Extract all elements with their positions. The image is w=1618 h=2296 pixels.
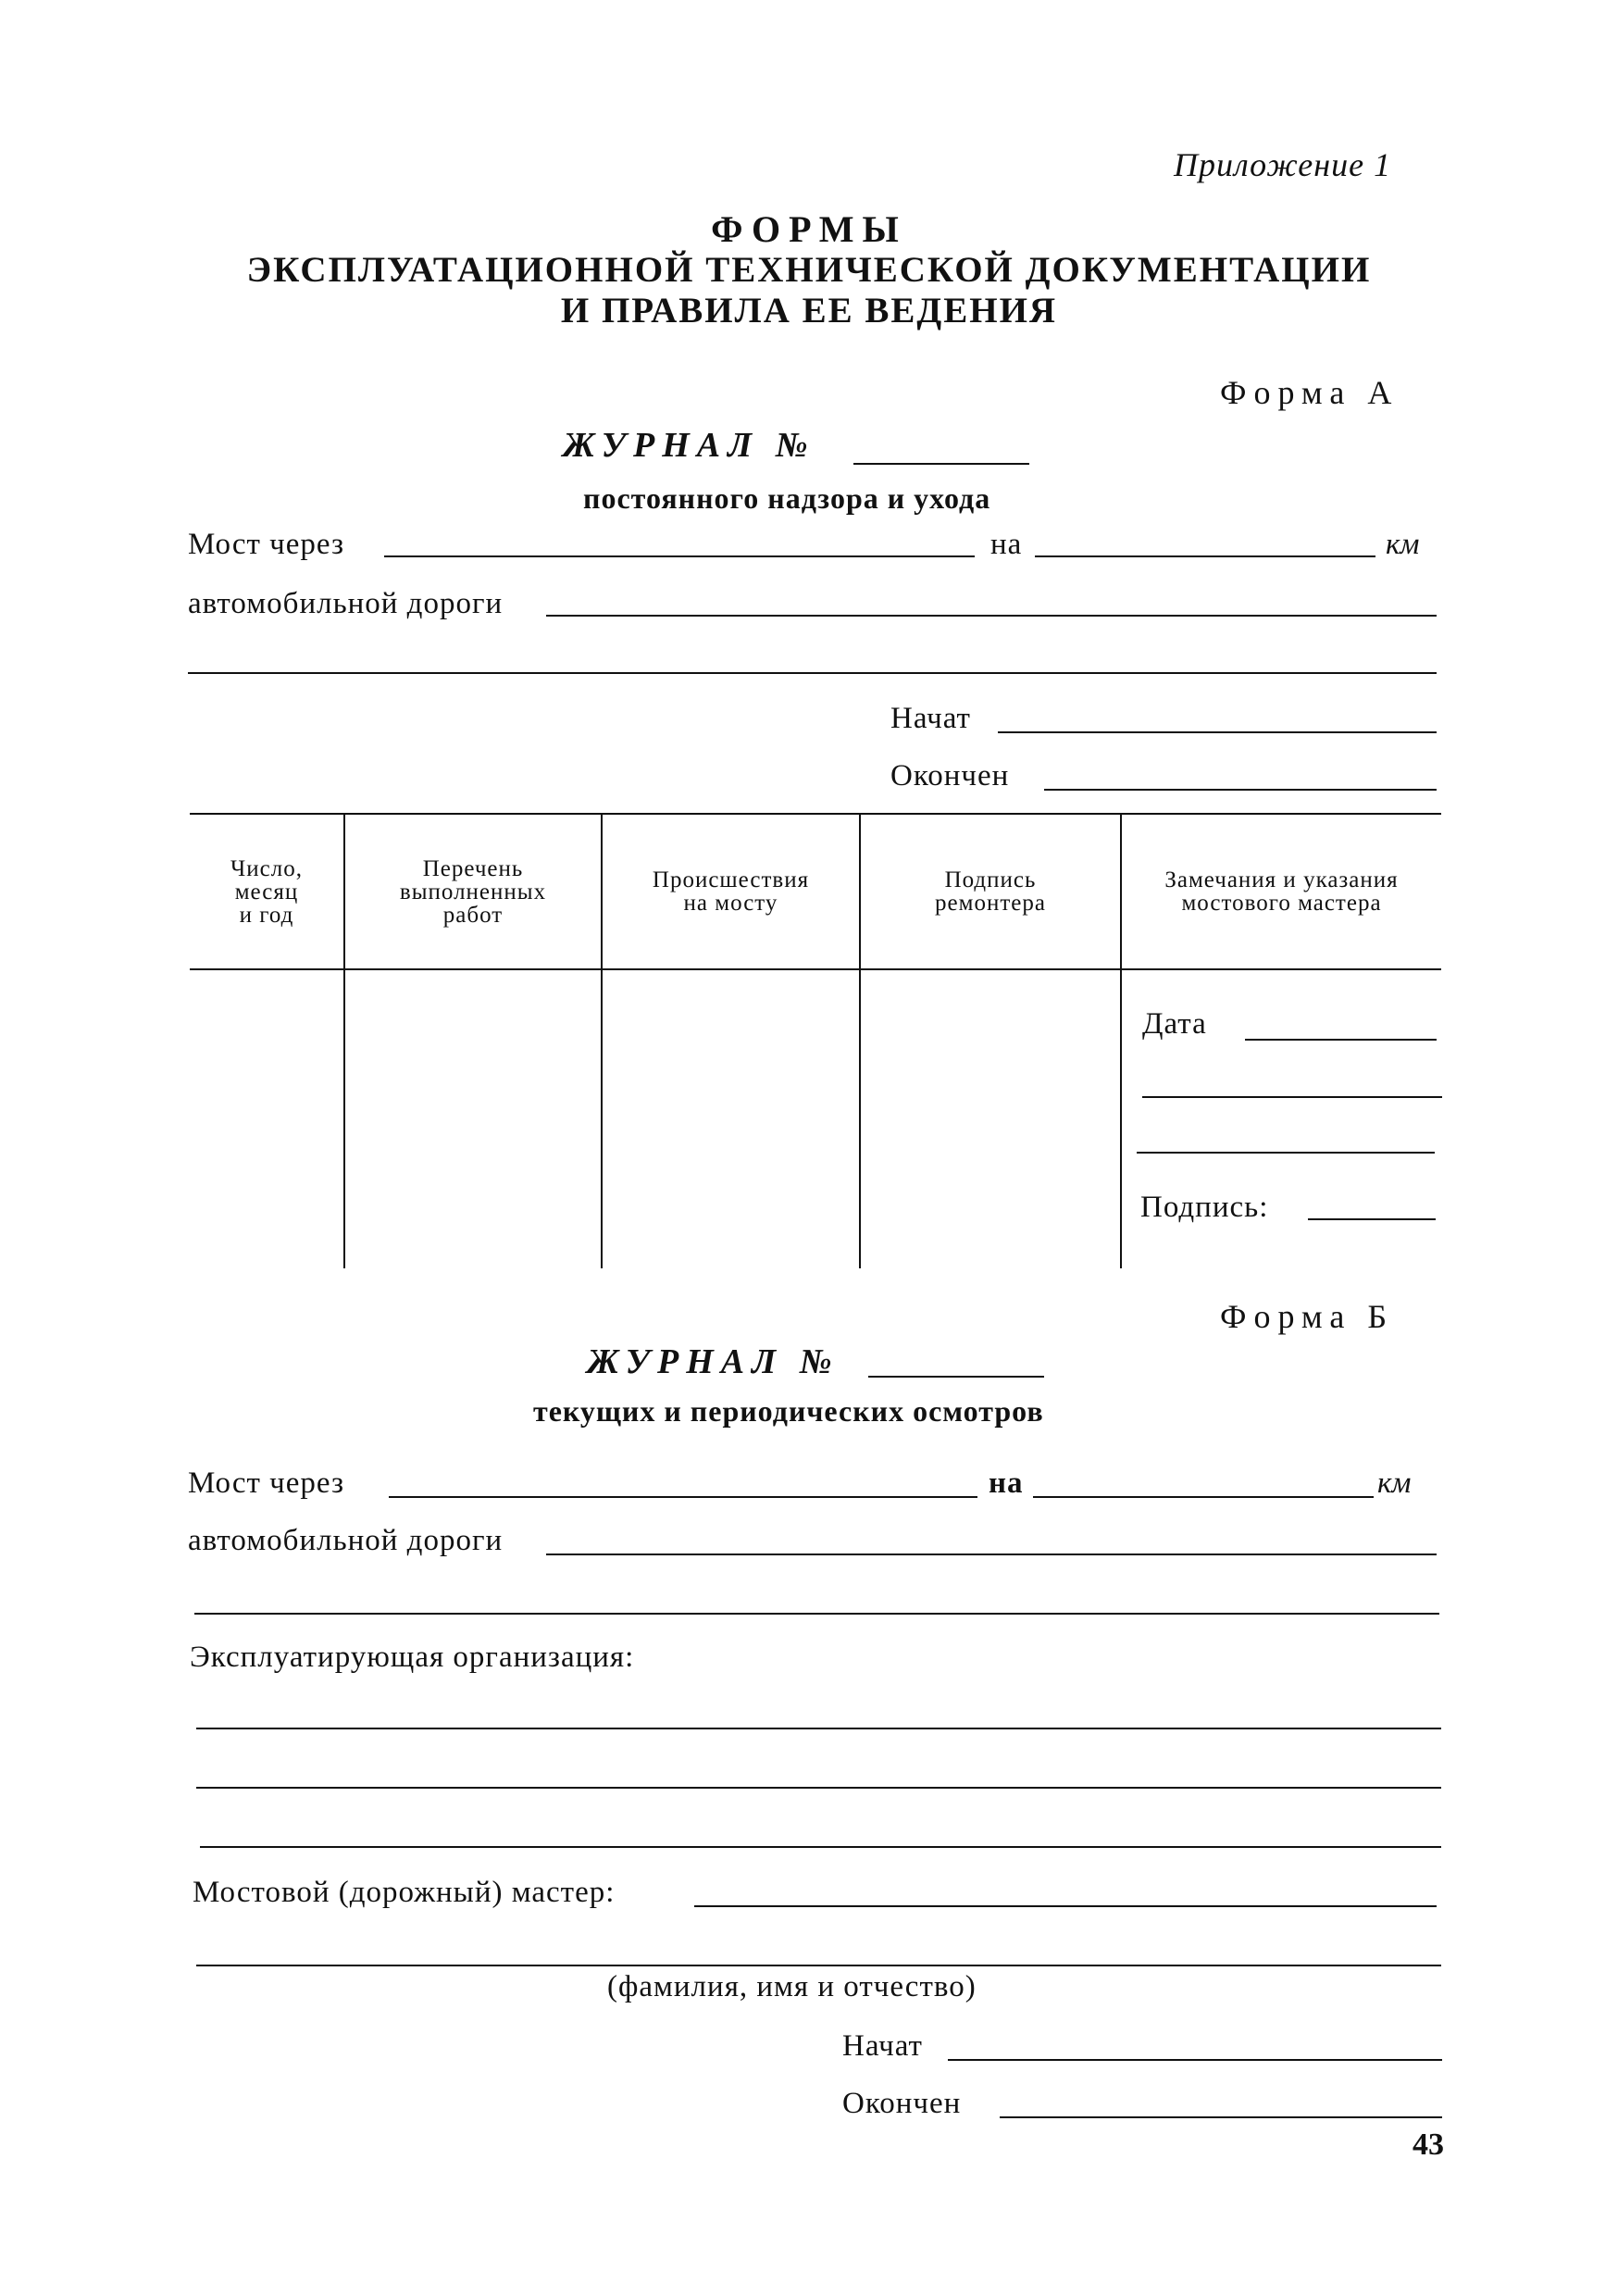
form-a-bridge-over-label: Мост через — [188, 528, 344, 561]
form-a-finished-field[interactable] — [1044, 789, 1437, 791]
form-b-master-field[interactable] — [694, 1905, 1437, 1907]
table-header-remarks: Замечания и указания мостового мастера — [1164, 867, 1399, 916]
form-b-subtitle: текущих и периодических осмотров — [533, 1394, 1044, 1428]
form-b-master-field-line-2[interactable] — [196, 1965, 1441, 1966]
form-b-organization-line-2[interactable] — [196, 1787, 1441, 1789]
form-a-km-label: км — [1386, 528, 1420, 561]
form-b-road-field[interactable] — [546, 1554, 1437, 1555]
form-b-bridge-over-label: Мост через — [188, 1466, 344, 1500]
form-a-journal-title: ЖУРНАЛ № — [563, 426, 815, 465]
table-remarks-line-2[interactable] — [1137, 1152, 1435, 1154]
appendix-label: Приложение 1 — [1174, 146, 1392, 183]
form-a-bridge-over-field[interactable] — [384, 555, 975, 557]
form-a-road-label: автомобильной дороги — [188, 587, 504, 620]
table-header-date: Число, месяц и год — [230, 855, 303, 928]
title-line-2: ЭКСПЛУАТАЦИОННОЙ ТЕХНИЧЕСКОЙ ДОКУМЕНТАЦИИ — [246, 250, 1372, 290]
form-a-road-field-line-2[interactable] — [188, 672, 1437, 674]
form-a-started-field[interactable] — [998, 731, 1437, 733]
form-a-at-label: на — [990, 528, 1023, 561]
form-b-finished-label: Окончен — [842, 2087, 962, 2120]
form-b-bridge-over-field[interactable] — [389, 1496, 977, 1498]
form-a-road-field[interactable] — [546, 615, 1437, 617]
table-header-bottom-border — [190, 968, 1441, 970]
form-b-organization-line-3[interactable] — [200, 1846, 1441, 1848]
form-b-road-field-line-2[interactable] — [194, 1613, 1439, 1615]
title-line-3: И ПРАВИЛА ЕЕ ВЕДЕНИЯ — [560, 291, 1058, 331]
form-a-journal-number-line[interactable] — [853, 463, 1029, 465]
form-a-started-label: Начат — [890, 702, 971, 735]
table-signature-label: Подпись: — [1140, 1191, 1269, 1224]
table-header-incidents: Происшествия на мосту — [652, 867, 810, 916]
form-a-km-field[interactable] — [1035, 555, 1375, 557]
form-b-organization-line-1[interactable] — [196, 1728, 1441, 1729]
form-b-label: Форма Б — [1220, 1298, 1395, 1335]
form-b-km-label: км — [1377, 1466, 1412, 1500]
form-b-name-hint: (фамилия, имя и отчество) — [607, 1970, 977, 2003]
form-b-journal-title: ЖУРНАЛ № — [587, 1342, 840, 1381]
form-b-km-field[interactable] — [1033, 1496, 1374, 1498]
form-b-organization-label: Эксплуатирующая организация: — [190, 1641, 635, 1674]
form-b-finished-field[interactable] — [1000, 2116, 1442, 2118]
form-b-master-label: Мостовой (дорожный) мастер: — [193, 1876, 616, 1909]
form-b-started-label: Начат — [842, 2029, 923, 2063]
title-line-1: ФОРМЫ — [711, 208, 907, 250]
form-b-at-label: на — [989, 1466, 1024, 1500]
form-a-subtitle: постоянного надзора и ухода — [583, 481, 991, 515]
page-number: 43 — [1413, 2128, 1444, 2162]
table-remarks-line-1[interactable] — [1142, 1096, 1442, 1098]
table-signature-field[interactable] — [1308, 1218, 1436, 1220]
table-date-field[interactable] — [1245, 1039, 1437, 1041]
form-a-label: Форма А — [1220, 374, 1400, 411]
form-a-finished-label: Окончен — [890, 759, 1010, 792]
table-date-label: Дата — [1142, 1007, 1207, 1041]
form-b-started-field[interactable] — [948, 2059, 1442, 2061]
form-b-road-label: автомобильной дороги — [188, 1524, 504, 1557]
table-header-works: Перечень выполненных работ — [399, 855, 547, 928]
table-header-repairman-signature: Подпись ремонтера — [935, 867, 1046, 916]
form-b-journal-number-line[interactable] — [868, 1376, 1044, 1378]
